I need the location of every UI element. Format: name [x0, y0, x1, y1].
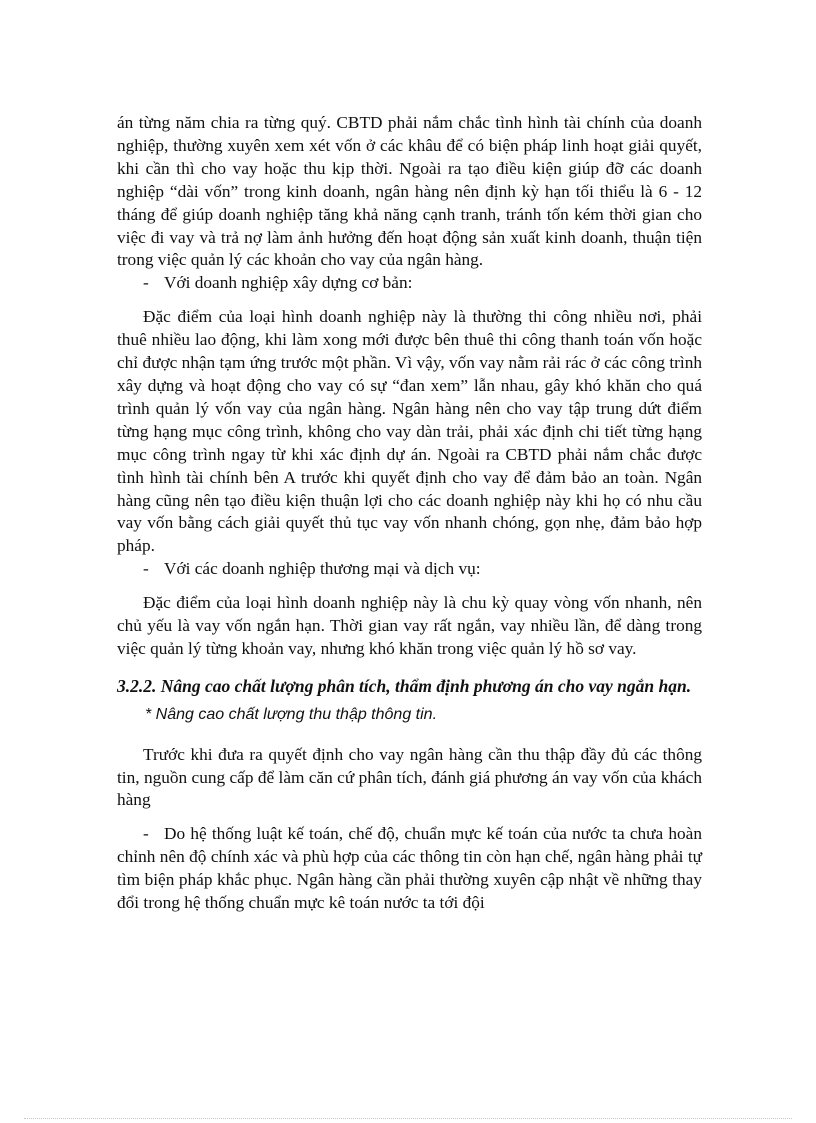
section-subheading: * Nâng cao chất lượng thu thập thông tin. — [145, 705, 438, 723]
section-heading: 3.2.2. Nâng cao chất lượng phân tích, thẩm định phương án cho vay ngắn hạn. — [117, 675, 692, 696]
bullet-paragraph-accounting — [117, 823, 702, 915]
bullet-dash: - — [143, 559, 149, 579]
bullet-text: Do hệ thống luật kế toán, chế độ, chuẩn mực kế toán của nước ta chưa hoàn chỉnh nên độ chính xác và phù hợp của các thông tin còn hạn chế, ngân hàng phải tự tìm biện pháp khắc phục. Ngân hàng cần phải thường xuyên cập nhật về những thay đổi trong hệ thống chuẩn mực kê toán nước ta tới đội — [117, 824, 702, 913]
bullet-dash: - — [143, 273, 149, 293]
paragraph-3: Đặc điểm của loại hình doanh nghiệp này là chu kỳ quay vòng vốn nhanh, nên chủ yếu là vay vốn ngắn hạn. Thời gian vay rất ngắn, vay nhiều lần, để dàng trong việc quản lý từng khoản vay, nhưng khó khăn trong việc quản lý hồ sơ vay. — [117, 593, 702, 658]
bullet-text: Với doanh nghiệp xây dựng cơ bản: — [164, 273, 413, 293]
page-bottom-divider — [24, 1118, 792, 1119]
bullet-commerce — [117, 558, 702, 581]
paragraph-2: Đặc điểm của loại hình doanh nghiệp này là thường thi công nhiều nơi, phải thuê nhiều lao động, khi làm xong mới được bên thuê thi công thanh toán vốn hoặc chỉ được nhận tạm ứng trước một phần. Vì vậy, vốn vay nằm rải rác ở các công trình xây dựng và hoạt động cho vay có sự “đan xem” lẫn nhau, gây khó khăn cho quá trình quản lý vốn vay của ngân hàng. Ngân hàng nên cho vay tập trung dứt điểm từng hạng mục công trình, không cho vay dàn trải, phải xác định chi tiết từng hạng mục công trình ngay từ khi xác định dự án. Ngoài ra CBTD phải nắm chắc được tình hình tài chính bên A trước khi quyết định cho vay để đảm bảo an toàn. Ngân hàng cũng nên tạo điều kiện thuận lợi cho các doanh nghiệp này khi họ có nhu cầu vay vốn bằng cách giải quyết thủ tục vay vốn nhanh chóng, gọn nhẹ, đảm bảo hợp pháp. — [117, 307, 702, 556]
bullet-text: Với các doanh nghiệp thương mại và dịch vụ: — [164, 559, 481, 579]
document-page — [117, 112, 702, 915]
bullet-dash: - — [143, 824, 149, 844]
paragraph-1: án từng năm chia ra từng quý. CBTD phải nắm chắc tình hình tài chính của doanh nghiệp, thường xuyên xem xét vốn ở các khâu để có biện pháp linh hoạt giải quyết, khi cần thì cho vay hoặc thu kịp thời. Ngoài ra tạo điều kiện giúp đỡ các doanh nghiệp “dài vốn” trong kinh doanh, ngân hàng nên định kỳ hạn tối thiểu là 6 - 12 tháng để giúp doanh nghiệp tăng khả năng cạnh tranh, tránh tốn kém thời gian cho việc đi vay và trả nợ làm ảnh hưởng đến hoạt động sản xuất kinh doanh, thuận tiện trong việc quản lý các khoản cho vay của ngân hàng. — [117, 113, 702, 270]
paragraph-4: Trước khi đưa ra quyết định cho vay ngân hàng cần thu thập đầy đủ các thông tin, nguồn cung cấp để làm căn cứ phân tích, đánh giá phương án vay vốn của khách hàng — [117, 744, 702, 810]
bullet-construction — [117, 272, 702, 295]
